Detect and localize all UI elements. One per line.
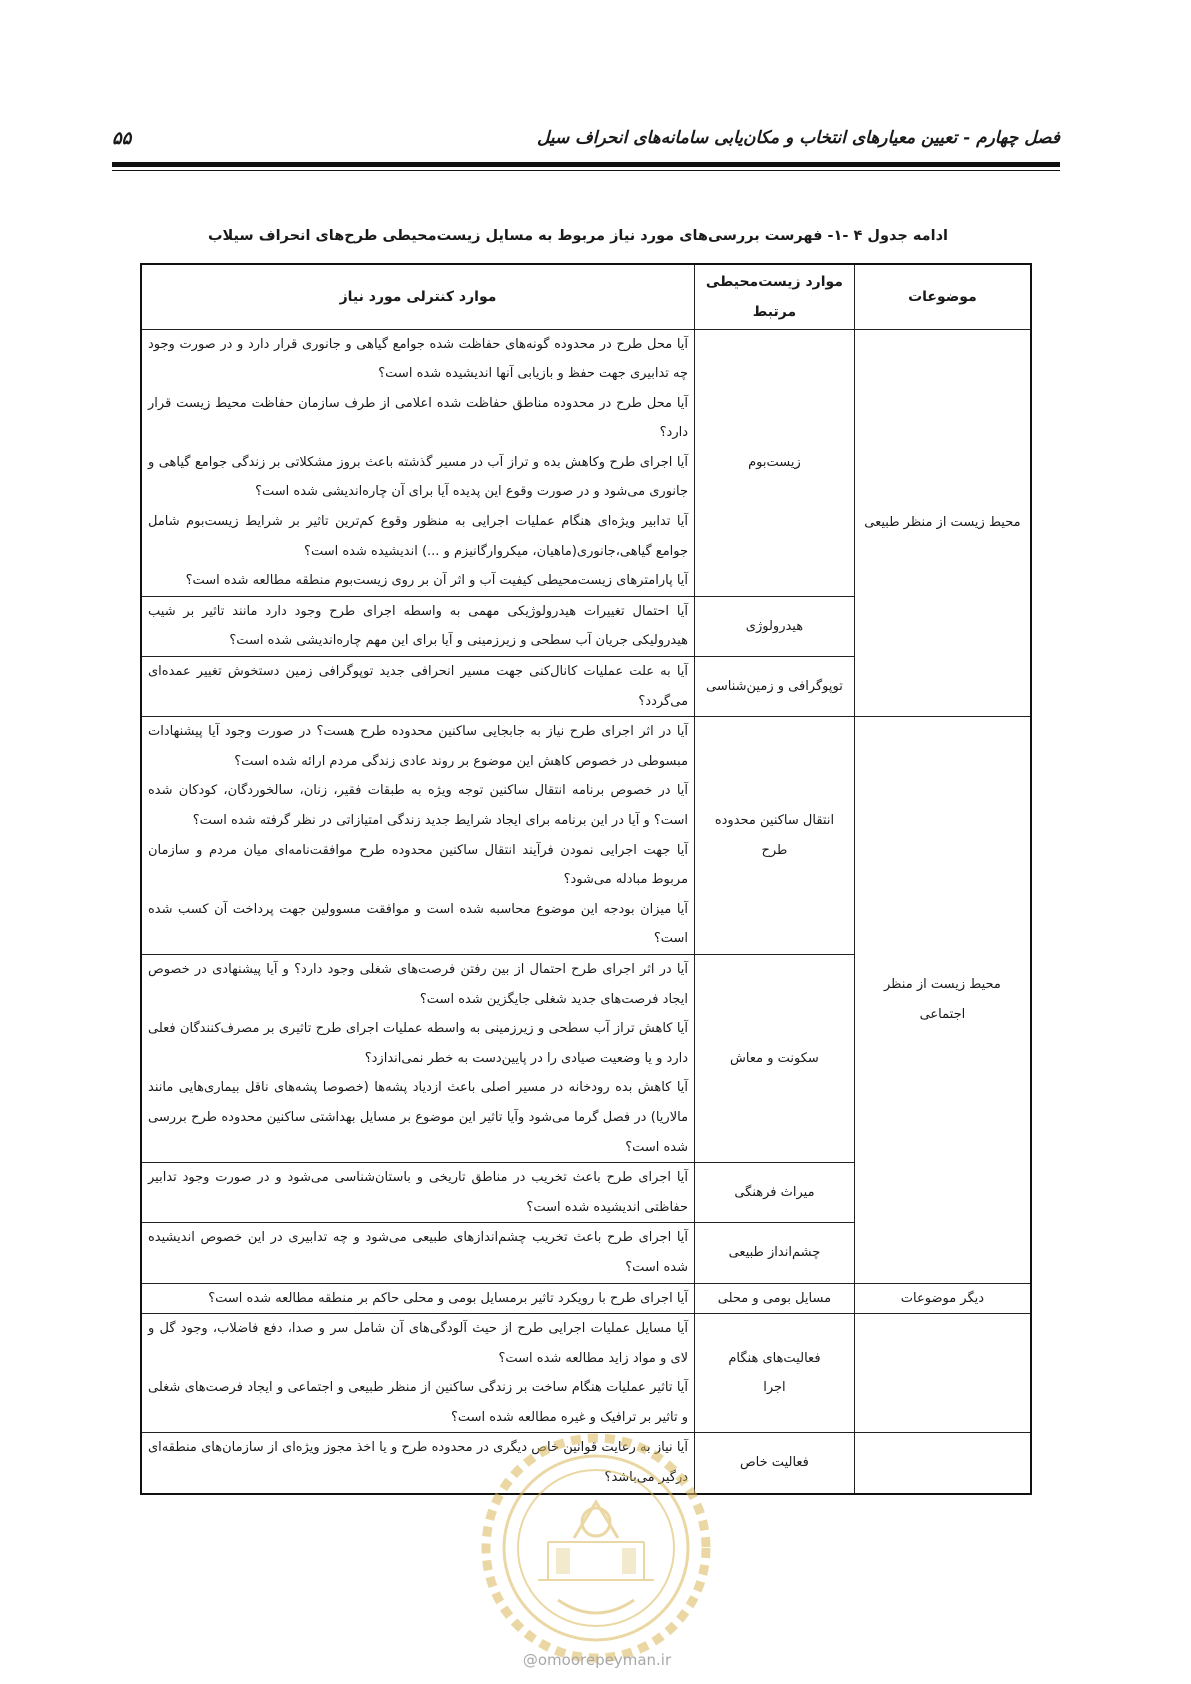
env-cell: مسایل بومی و محلی xyxy=(695,1283,855,1314)
page-header xyxy=(112,128,1060,158)
topic-cell xyxy=(854,1314,1031,1433)
check-question: آیا نیاز به رعایت قوانین خاص دیگری در محدوده طرح و یا اخذ مجوز ویژه‌ای از سازمان‌های منطقه‌ای درگیر می‌باشد؟ xyxy=(148,1440,689,1486)
check-question: آیا اجرای طرح باعث تخریب در مناطق تاریخی و باستان‌شناسی می‌شود و در صورت وجود تدابیر حفاظتی اندیشیده شده است؟ xyxy=(148,1170,689,1215)
check-question: آیا کاهش بده رودخانه در مسیر اصلی باعث ازدیاد پشه‌ها (خصوصا پشه‌های ناقل بیماری‌هایی مانند مالاریا) در فصل گرما می‌شود وآیا تاثیر این موضوع بر مسایل بهداشتی ساکنین محدوده طرح بررسی شده است؟ xyxy=(148,1080,689,1155)
environmental-checklist-table xyxy=(140,263,1032,1495)
check-cell xyxy=(141,596,695,656)
table-row xyxy=(141,1283,1031,1314)
check-question: آیا در اثر اجرای طرح احتمال از بین رفتن فرصت‌های شغلی وجود دارد؟ و آیا پیشنهادی در خصوص ایجاد فرصت‌های جدید شغلی جایگزین شده است؟ xyxy=(148,961,689,1007)
env-cell: فعالیت خاص xyxy=(695,1433,855,1494)
check-question: آیا اجرای طرح با رویکرد تاثیر برمسایل بومی و محلی حاکم بر منطقه مطالعه شده است؟ xyxy=(208,1290,689,1306)
footer-url: @omoorepeyman.ir xyxy=(522,1651,672,1669)
env-cell: چشم‌انداز طبیعی xyxy=(695,1223,855,1283)
topic-cell: محیط زیست از منظر اجتماعی xyxy=(854,717,1031,1283)
check-cell xyxy=(141,329,695,596)
check-question: آیا جهت اجرایی نمودن فرآیند انتقال ساکنین محدوده طرح موافقت‌نامه‌ای میان مردم و سازمان مربوط مبادله می‌شود؟ xyxy=(148,842,689,888)
header-env-line2: مرتبط xyxy=(752,303,797,320)
env-cell: توپوگرافی و زمین‌شناسی xyxy=(695,657,855,717)
check-question: آیا کاهش تراز آب سطحی و زیرزمینی به واسطه عملیات اجرای طرح تاثیری بر مصرف‌کنندگان فعلی دارد و یا وضعیت صیادی را در پایین‌دست به خطر نمی‌اندازد؟ xyxy=(148,1021,689,1066)
check-cell xyxy=(141,657,695,717)
check-question: آیا در اثر اجرای طرح نیاز به جابجایی ساکنین محدوده طرح هست؟ در صورت وجود آیا پیشنهادات مبسوطی در خصوص کاهش این موضوع بر روند عادی زندگی مردم ارائه شده است؟ xyxy=(148,724,689,769)
table-caption: ادامه جدول ۴ -۱- فهرست بررسی‌های مورد نیاز مربوط به مسایل زیست‌محیطی طرح‌های انحراف سیلاب xyxy=(207,228,948,244)
env-cell: میراث فرهنگی xyxy=(695,1163,855,1223)
check-question: آیا به علت عملیات کانال‌کنی جهت مسیر انحرافی جدید توپوگرافی زمین دستخوش تغییر عمده‌ای می‌گردد؟ xyxy=(148,664,689,709)
header-rule-thick xyxy=(112,162,1060,167)
check-question: آیا اجرای طرح باعث تخریب چشم‌اندازهای طبیعی می‌شود و چه تدابیری در این خصوص اندیشیده شده است؟ xyxy=(148,1230,689,1275)
env-cell: هیدرولوژی xyxy=(695,596,855,656)
check-question: آیا محل طرح در محدوده گونه‌های حفاظت شده جوامع گیاهی و جانوری قرار دارد و در صورت وجود چه تدابیری جهت حفظ و بازیابی آنها اندیشیده شده است؟ xyxy=(148,336,689,382)
header-check: موارد کنترلی مورد نیاز xyxy=(141,264,695,329)
check-cell xyxy=(141,954,695,1162)
header-rule-thin xyxy=(112,170,1060,171)
chapter-title: فصل چهارم - تعیین معیارهای انتخاب و مکان‌یابی سامانه‌های انحراف سیل xyxy=(537,128,1060,148)
env-cell xyxy=(695,1314,855,1433)
table-header-row xyxy=(141,264,1031,329)
env-line2: اجرا xyxy=(763,1380,786,1396)
check-cell xyxy=(141,1314,695,1433)
topic-cell xyxy=(854,1433,1031,1494)
check-cell xyxy=(141,717,695,955)
check-question: آیا محل طرح در محدوده مناطق حفاظت شده اعلامی از طرف سازمان حفاظت محیط زیست قرار دارد؟ xyxy=(148,395,689,441)
check-question: آیا تاثیر عملیات هنگام ساخت بر زندگی ساکنین از منظر طبیعی و اجتماعی و ایجاد فرصت‌های شغلی و تاثیر بر ترافیک و غیره مطالعه شده است؟ xyxy=(148,1380,689,1425)
header-env-line1: موارد زیست‌محیطی xyxy=(705,273,843,290)
check-question: آیا اجرای طرح وکاهش بده و تراز آب در مسیر گذشته باعث بروز مشکلاتی بر زندگی جوامع گیاهی و جانوری می‌شود و در صورت وقوع این پدیده آیا برای آن چاره‌اندیشی شده است؟ xyxy=(148,454,689,500)
page-number: ۵۵ xyxy=(112,128,132,149)
env-cell: زیست‌بوم xyxy=(695,329,855,596)
env-cell: انتقال ساکنین محدوده طرح xyxy=(695,717,855,955)
check-question: آیا مسایل عملیات اجرایی طرح از حیث آلودگی‌های آن شامل سر و صدا، دفع فاضلاب، وجود گل و لای و مواد زاید مطالعه شده است؟ xyxy=(148,1321,689,1366)
env-line1: فعالیت‌های هنگام xyxy=(728,1350,821,1366)
table-row xyxy=(141,717,1031,955)
check-question: آیا پارامترهای زیست‌محیطی کیفیت آب و اثر آن بر روی زیست‌بوم منطقه مطالعه شده است؟ xyxy=(185,573,689,589)
topic-cell: محیط زیست از منظر طبیعی xyxy=(854,329,1031,717)
header-env xyxy=(695,264,855,329)
env-cell: سکونت و معاش xyxy=(695,954,855,1162)
check-cell xyxy=(141,1163,695,1223)
topic-cell: دیگر موضوعات xyxy=(854,1283,1031,1314)
check-question: آیا میزان بودجه این موضوع محاسبه شده است و موافقت مسوولین جهت پرداخت آن کسب شده است؟ xyxy=(148,901,689,947)
check-question: آیا تدابیر ویژه‌ای هنگام عملیات اجرایی به منظور وقوع کم‌ترین تاثیر بر شرایط زیست‌بوم شامل جوامع گیاهی،جانوری(ماهیان، میکروارگانیزم و ...) اندیشیده شده است؟ xyxy=(148,514,689,559)
header-topic: موضوعات xyxy=(854,264,1031,329)
check-cell xyxy=(141,1223,695,1283)
watermark-seal-icon xyxy=(478,1430,714,1666)
check-question: آیا احتمال تغییرات هیدرولوژیکی مهمی به واسطه اجرای طرح وجود دارد مانند تاثیر بر شیب هیدرولیکی جریان آب سطحی و زیرزمینی و آیا برای این مهم چاره‌اندیشی شده است؟ xyxy=(148,603,689,649)
check-question: آیا در خصوص برنامه انتقال ساکنین توجه ویژه به طبقات فقیر، زنان، سالخوردگان، کودکان شده است؟ و آیا در این برنامه برای ایجاد شرایط جدید زندگی امتیازاتی در نظر گرفته شده است؟ xyxy=(148,783,689,828)
check-cell xyxy=(141,1283,695,1314)
table-row xyxy=(141,329,1031,596)
table-row xyxy=(141,1314,1031,1433)
